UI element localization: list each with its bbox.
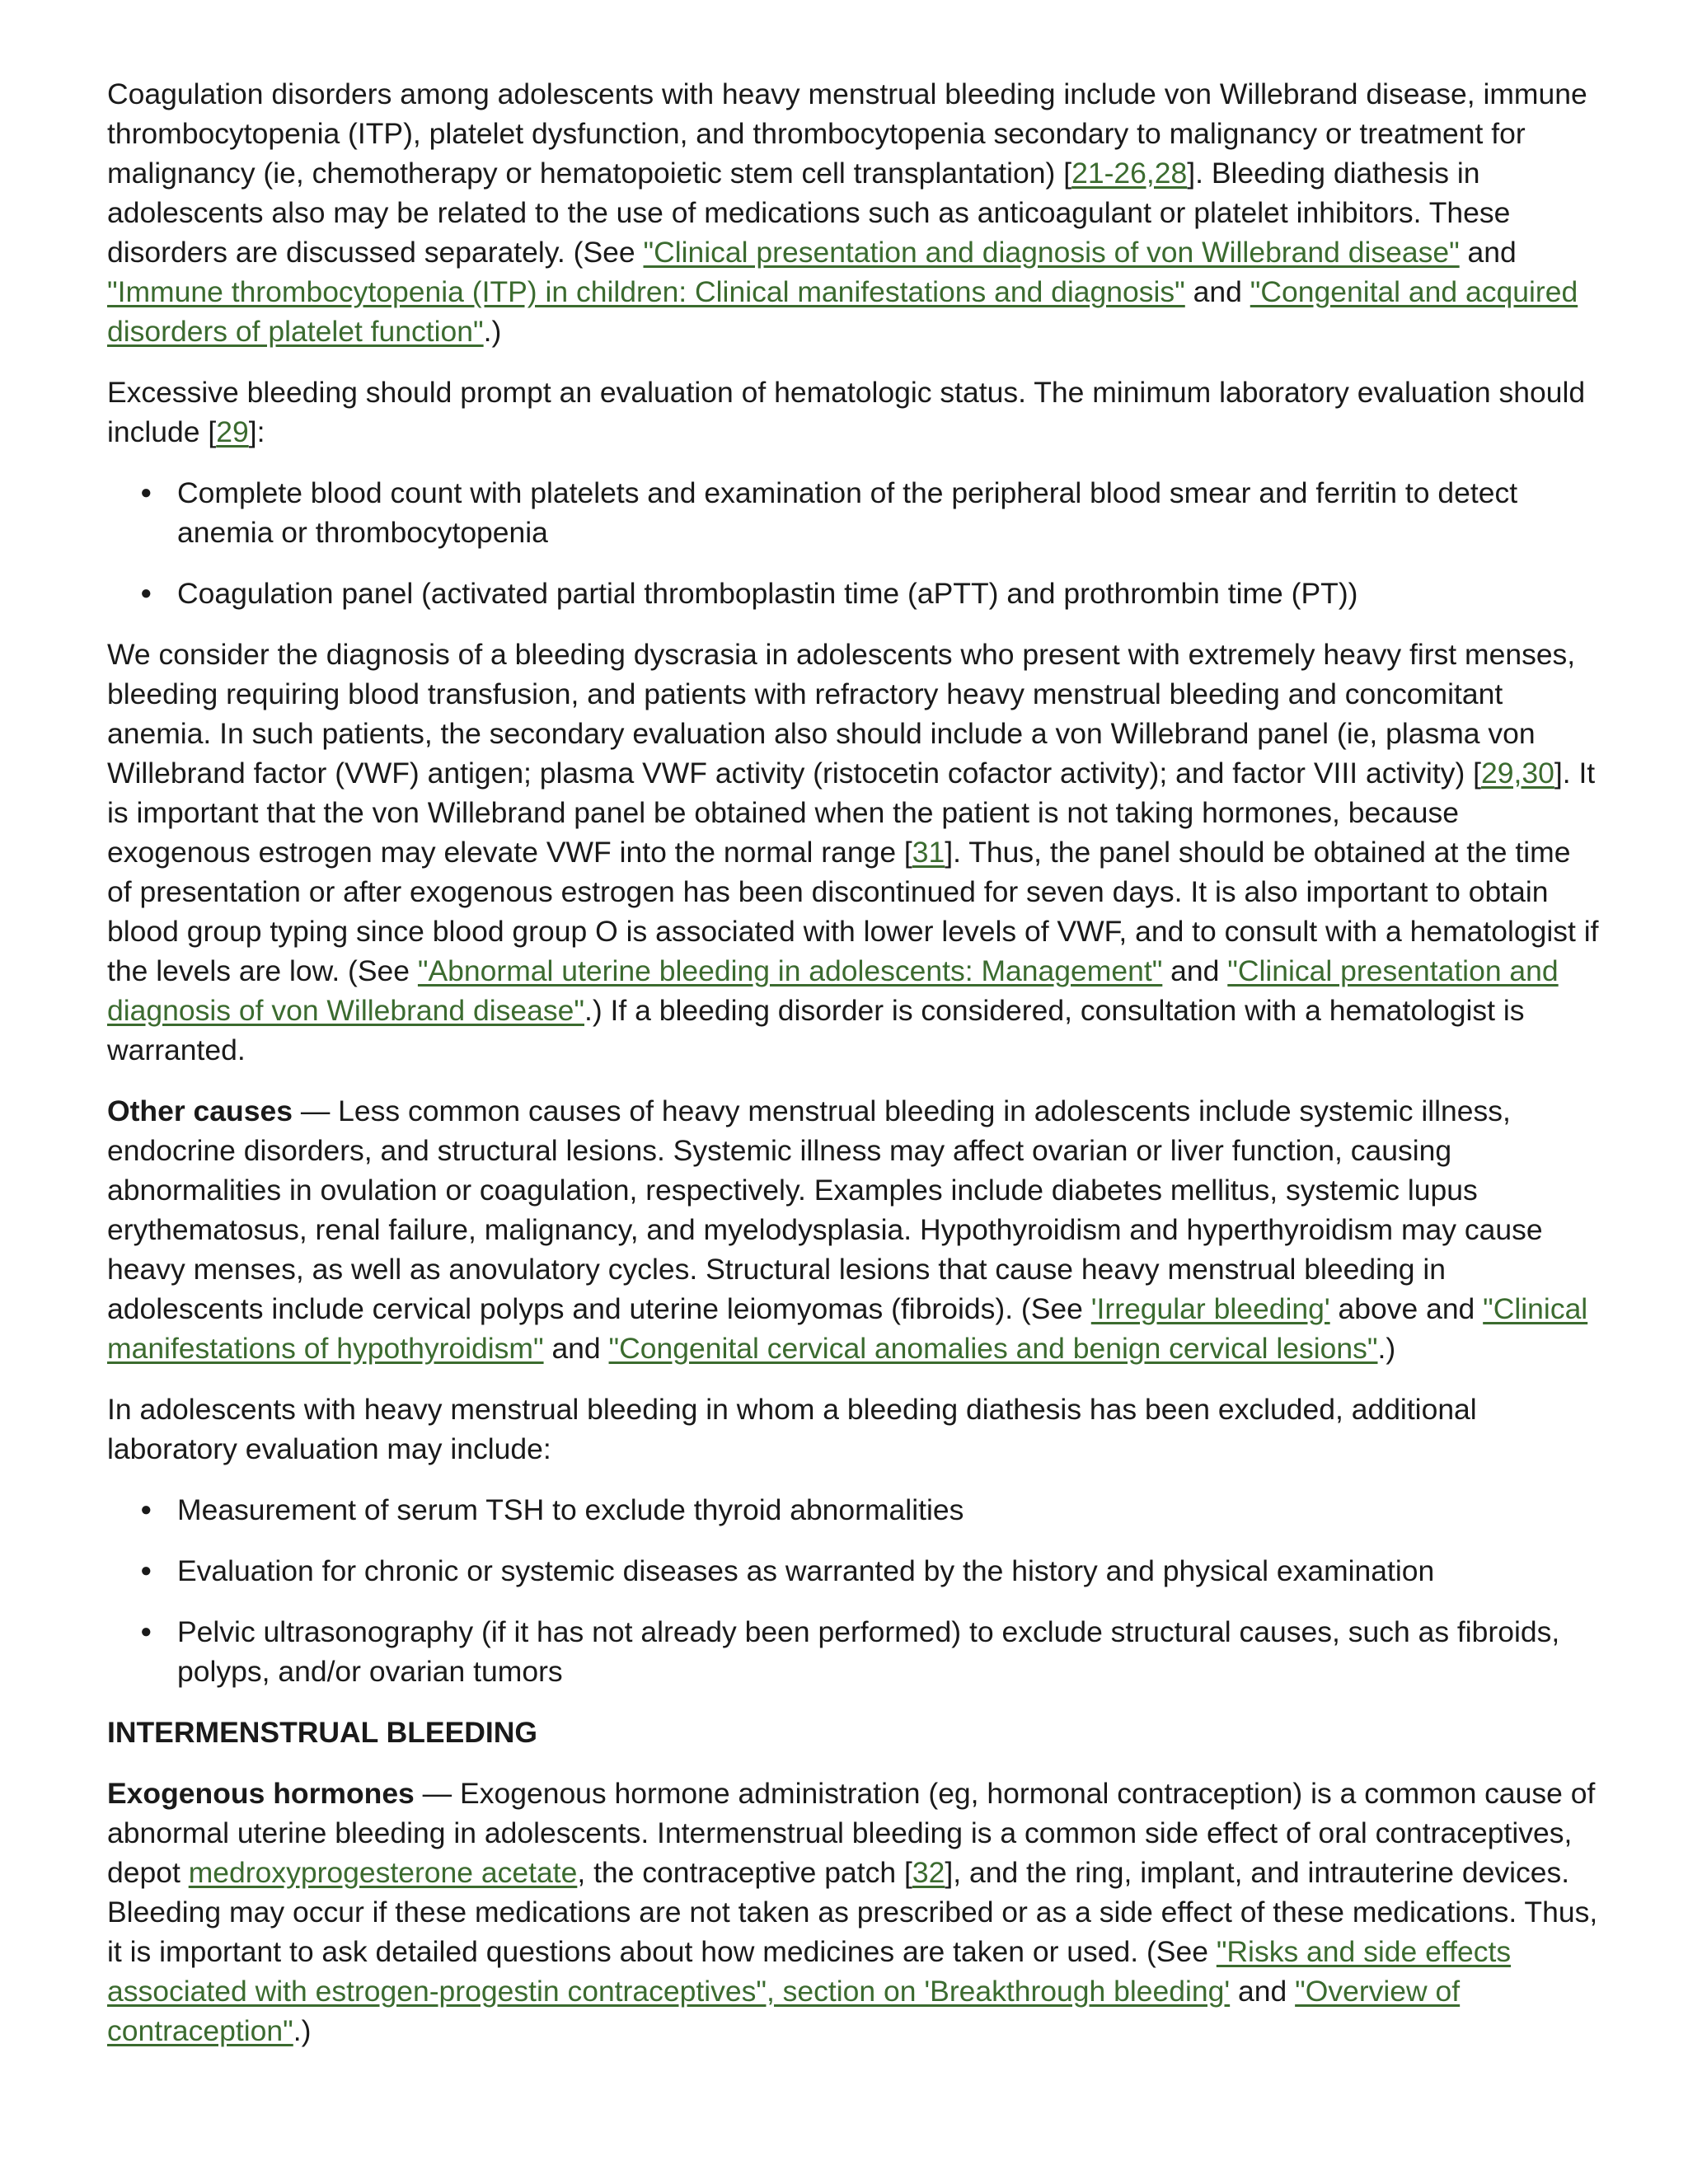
paragraph-additional-evaluation: In adolescents with heavy menstrual bleeding in whom a bleeding diathesis has been excluded, additional laboratory evaluation may include: <box>107 1393 1477 1465</box>
paragraph-other-causes: Other causes — Less common causes of heavy menstrual bleeding in adolescents include systemic illness, endocrine disorders, and structural lesions. Systemic illness may affect ovarian or liver function, causing abnormalities in ovulation or coagulation, respectively. Examples include diabetes mellitus, systemic lupus erythematosus, renal failure, malignancy, and myelodysplasia. Hypothyroidism and hyperthyroidism may cause heavy menses, as well as anovulatory cycles. Structural lesions that cause heavy menstrual bleeding in adolescents include cervical polyps and uterine leiomyomas (fibroids). (See 'Irregular bleeding' above and "Clinical manifestations of hypothyroidism" and "Congenital cervical anomalies and benign cervical lesions".) <box>107 1094 1588 1365</box>
link-estrogen-progestin-risks[interactable]: "Risks and side effects associated with estrogen-progestin contraceptives", section on 'Breakthrough bleeding' <box>107 1935 1512 2008</box>
link-itp-children[interactable]: "Immune thrombocytopenia (ITP) in children: Clinical manifestations and diagnosis" <box>107 275 1185 308</box>
link-medroxyprogesterone-acetate[interactable]: medroxyprogesterone acetate <box>188 1856 578 1889</box>
list-item: ● Coagulation panel (activated partial thromboplastin time (aPTT) and prothrombin time (PT)) <box>107 574 1599 613</box>
reference-link-29-30[interactable]: 29,30 <box>1481 757 1554 790</box>
list-item: ● Complete blood count with platelets and examination of the peripheral blood smear and ferritin to detect anemia or thrombocytopenia <box>107 473 1599 552</box>
paragraph-coagulation-disorders: Coagulation disorders among adolescents with heavy menstrual bleeding include von Willebrand disease, immune thrombocytopenia (ITP), platelet dysfunction, and thrombocytopenia secondary to malignancy or treatment for malignancy (ie, chemotherapy or hematopoietic stem cell transplantation) [21-26,28]. Bleeding diathesis in adolescents also may be related to the use of medications such as anticoagulant or platelet inhibitors. These disorders are discussed separately. (See "Clinical presentation and diagnosis of von Willebrand disease" and "Immune thrombocytopenia (ITP) in children: Clinical manifestations and diagnosis" and "Congenital and acquired disorders of platelet function".) <box>107 77 1587 348</box>
paragraph-excessive-bleeding: Excessive bleeding should prompt an evaluation of hematologic status. The minimum laboratory evaluation should include [29]: <box>107 376 1586 448</box>
list-item: ● Pelvic ultrasonography (if it has not already been performed) to exclude structural causes, such as fibroids, polyps, and/or ovarian tumors <box>107 1612 1599 1691</box>
list-item: ● Measurement of serum TSH to exclude thyroid abnormalities <box>107 1490 1599 1530</box>
additional-lab-evaluation-list <box>107 1490 1599 1691</box>
reference-link-29[interactable]: 29 <box>216 415 249 448</box>
section-heading-intermenstrual-bleeding: INTERMENSTRUAL BLEEDING <box>107 1716 537 1749</box>
minimum-lab-evaluation-list <box>107 473 1599 613</box>
link-platelet-function-disorders[interactable]: "Congenital and acquired disorders of platelet function" <box>107 275 1578 348</box>
exogenous-hormones-heading: Exogenous hormones <box>107 1777 415 1810</box>
paragraph-exogenous-hormones: Exogenous hormones — Exogenous hormone administration (eg, hormonal contraception) is a common cause of abnormal uterine bleeding in adolescents. Intermenstrual bleeding is a common side effect of oral contraceptives, depot medroxyprogesterone acetate, the contraceptive patch [32], and the ring, implant, and intrauterine devices. Bleeding may occur if these medications are not taken as prescribed or as a side effect of these medications. Thus, it is important to ask detailed questions about how medicines are taken or used. (See "Risks and side effects associated with estrogen-progestin contraceptives", section on 'Breakthrough bleeding' and "Overview of contraception".) <box>107 1777 1598 2047</box>
link-aub-adolescents-management[interactable]: "Abnormal uterine bleeding in adolescents: Management" <box>417 954 1163 987</box>
reference-link-21-26-28[interactable]: 21-26,28 <box>1071 157 1188 190</box>
reference-link-31[interactable]: 31 <box>912 836 945 869</box>
link-irregular-bleeding[interactable]: 'Irregular bleeding' <box>1090 1292 1330 1325</box>
paragraph-bleeding-dyscrasia: We consider the diagnosis of a bleeding dyscrasia in adolescents who present with extremely heavy first menses, bleeding requiring blood transfusion, and patients with refractory heavy menstrual bleeding and concomitant anemia. In such patients, the secondary evaluation also should include a von Willebrand panel (ie, plasma von Willebrand factor (VWF) antigen; plasma VWF activity (ristocetin cofactor activity); and factor VIII activity) [29,30]. It is important that the von Willebrand panel be obtained when the patient is not taking hormones, because exogenous estrogen may elevate VWF into the normal range [31]. Thus, the panel should be obtained at the time of presentation or after exogenous estrogen has been discontinued for seven days. It is also important to obtain blood group typing since blood group O is associated with lower levels of VWF, and to consult with a hematologist if the levels are low. (See "Abnormal uterine bleeding in adolescents: Management" and "Clinical presentation and diagnosis of von Willebrand disease".) If a bleeding disorder is considered, consultation with a hematologist is warranted. <box>107 638 1599 1066</box>
list-item: ● Evaluation for chronic or systemic diseases as warranted by the history and physical examination <box>107 1551 1599 1591</box>
link-von-willebrand-diagnosis-2[interactable]: "Clinical presentation and diagnosis of von Willebrand disease" <box>107 954 1559 1027</box>
link-von-willebrand-diagnosis[interactable]: "Clinical presentation and diagnosis of von Willebrand disease" <box>643 236 1460 269</box>
document-page <box>107 74 1599 2072</box>
link-hypothyroidism[interactable]: "Clinical manifestations of hypothyroidism" <box>107 1292 1588 1365</box>
reference-link-32[interactable]: 32 <box>912 1856 945 1889</box>
link-overview-contraception[interactable]: "Overview of contraception" <box>107 1975 1461 2047</box>
link-cervical-anomalies[interactable]: "Congenital cervical anomalies and benign cervical lesions" <box>608 1332 1378 1365</box>
other-causes-heading: Other causes <box>107 1094 293 1127</box>
